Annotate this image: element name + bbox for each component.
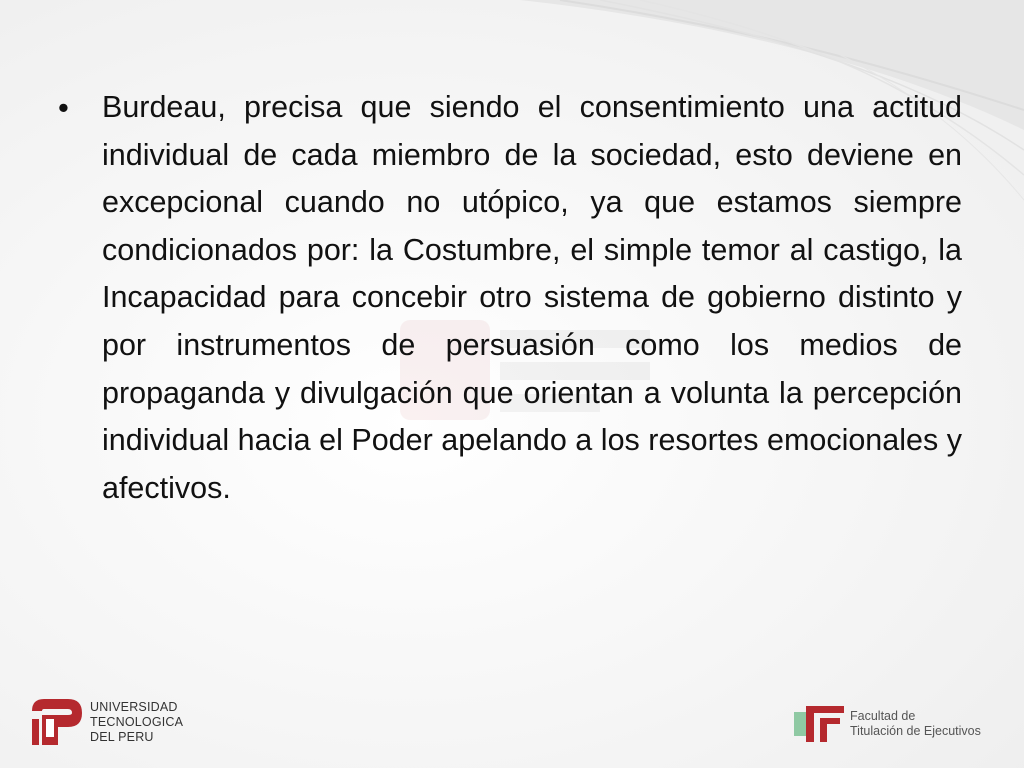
faculty-line-1: Facultad de: [850, 709, 916, 723]
bullet-point: [58, 84, 962, 512]
faculty-logo: [794, 702, 1004, 746]
bullet-paragraph: Burdeau, precisa que siendo el consentimiento una actitud individual de cada miembro de la sociedad, esto deviene en excepcional cuando no utópico, ya que estamos siempre condicionados por: la Costumbre, el simple temor al castigo, la Incapacidad para concebir otro sistema de gobierno distinto y por instrumentos de persuasión como los medios de propaganda y divulgación que orientan a volunta la percepción individual hacia el Poder apelando a los resortes emocionales y afectivos.: [102, 90, 962, 505]
utp-line-2: TECNOLOGICA: [90, 714, 184, 729]
utp-line-1: UNIVERSIDAD: [90, 699, 178, 714]
university-logo: [28, 692, 188, 752]
bullet-marker: •: [58, 90, 69, 125]
utp-emblem-icon: [28, 693, 86, 751]
utp-line-3: DEL PERU: [90, 729, 154, 744]
faculty-emblem-icon: [794, 704, 846, 744]
faculty-line-2: Titulación de Ejecutivos: [850, 724, 981, 738]
